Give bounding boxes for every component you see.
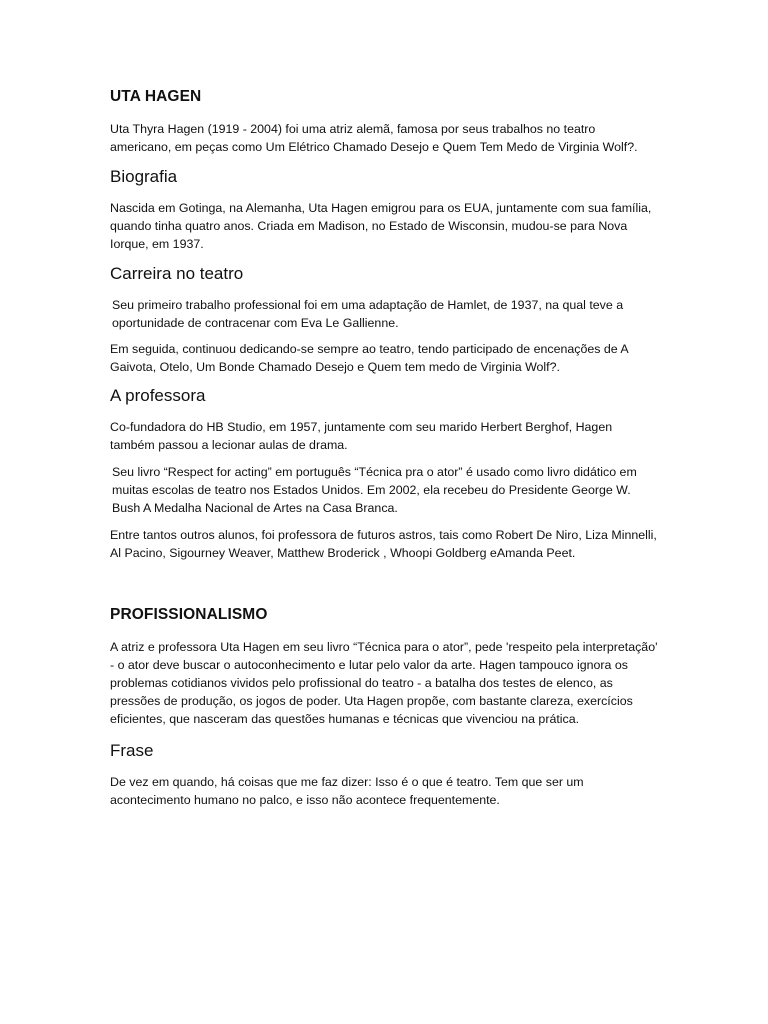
- paragraph-frase: De vez em quando, há coisas que me faz dizer: Isso é o que é teatro. Tem que ser um acontecimento humano no palco, e isso não acontece frequentemente.: [110, 775, 584, 807]
- paragraph-professora-3: Entre tantos outros alunos, foi professora de futuros astros, tais como Robert De Niro, Liza Minnelli, Al Pacino, Sigourney Weaver, Matthew Broderick , Whoopi Goldberg eAmanda Peet.: [110, 528, 657, 560]
- section-title-professora: A professora: [110, 386, 206, 405]
- paragraph-professora-2: Seu livro “Respect for acting” em português “Técnica pra o ator” é usado como livro didático em muitas escolas de teatro nos Estados Unidos. Em 2002, ela recebeu do Presidente George W. Bush A Medalha Nacional de Artes na Casa Branca.: [112, 465, 637, 515]
- paragraph-professora-1: Co-fundadora do HB Studio, em 1957, juntamente com seu marido Herbert Berghof, Hagen também passou a lecionar aulas de drama.: [110, 420, 613, 452]
- paragraph-intro: Uta Thyra Hagen (1919 - 2004) foi uma atriz alemã, famosa por seus trabalhos no teatro americano, em peças como Um Elétrico Chamado Desejo e Quem Tem Medo de Virginia Wolf?.: [110, 122, 638, 154]
- section-title-carreira: Carreira no teatro: [110, 264, 244, 283]
- paragraph-profissionalismo: A atriz e professora Uta Hagen em seu livro “Técnica para o ator”, pede 'respeito pela interpretação' - o ator deve buscar o autoconhecimento e lutar pelo valor da arte. Hagen tampouco ignora os problemas cotidianos vividos pelo profissional do teatro - a batalha dos testes de elenco, as pressões de produção, os jogos de poder. Uta Hagen propõe, com bastante clareza, exercícios eficientes, que nasceram das questões humanas e técnicas que vivenciou na prática.: [110, 640, 658, 726]
- paragraph-biografia: Nascida em Gotinga, na Alemanha, Uta Hagen emigrou para os EUA, juntamente com sua família, quando tinha quatro anos. Criada em Madison, no Estado de Wisconsin, mudou-se para Nova Iorque, em 1937.: [110, 201, 652, 251]
- section-title-biografia: Biografia: [110, 167, 178, 186]
- section-title-profissionalismo: PROFISSIONALISMO: [110, 606, 268, 623]
- paragraph-carreira-1: Seu primeiro trabalho professional foi em uma adaptação de Hamlet, de 1937, na qual teve a oportunidade de contracenar com Eva Le Gallienne.: [112, 298, 624, 330]
- paragraph-carreira-2: Em seguida, continuou dedicando-se sempre ao teatro, tendo participado de encenações de A Gaivota, Otelo, Um Bonde Chamado Desejo e Quem tem medo de Virginia Wolf?.: [110, 342, 629, 374]
- document-page: [110, 86, 658, 809]
- section-title-frase: Frase: [110, 741, 154, 760]
- section-title-uta-hagen: UTA HAGEN: [110, 88, 202, 105]
